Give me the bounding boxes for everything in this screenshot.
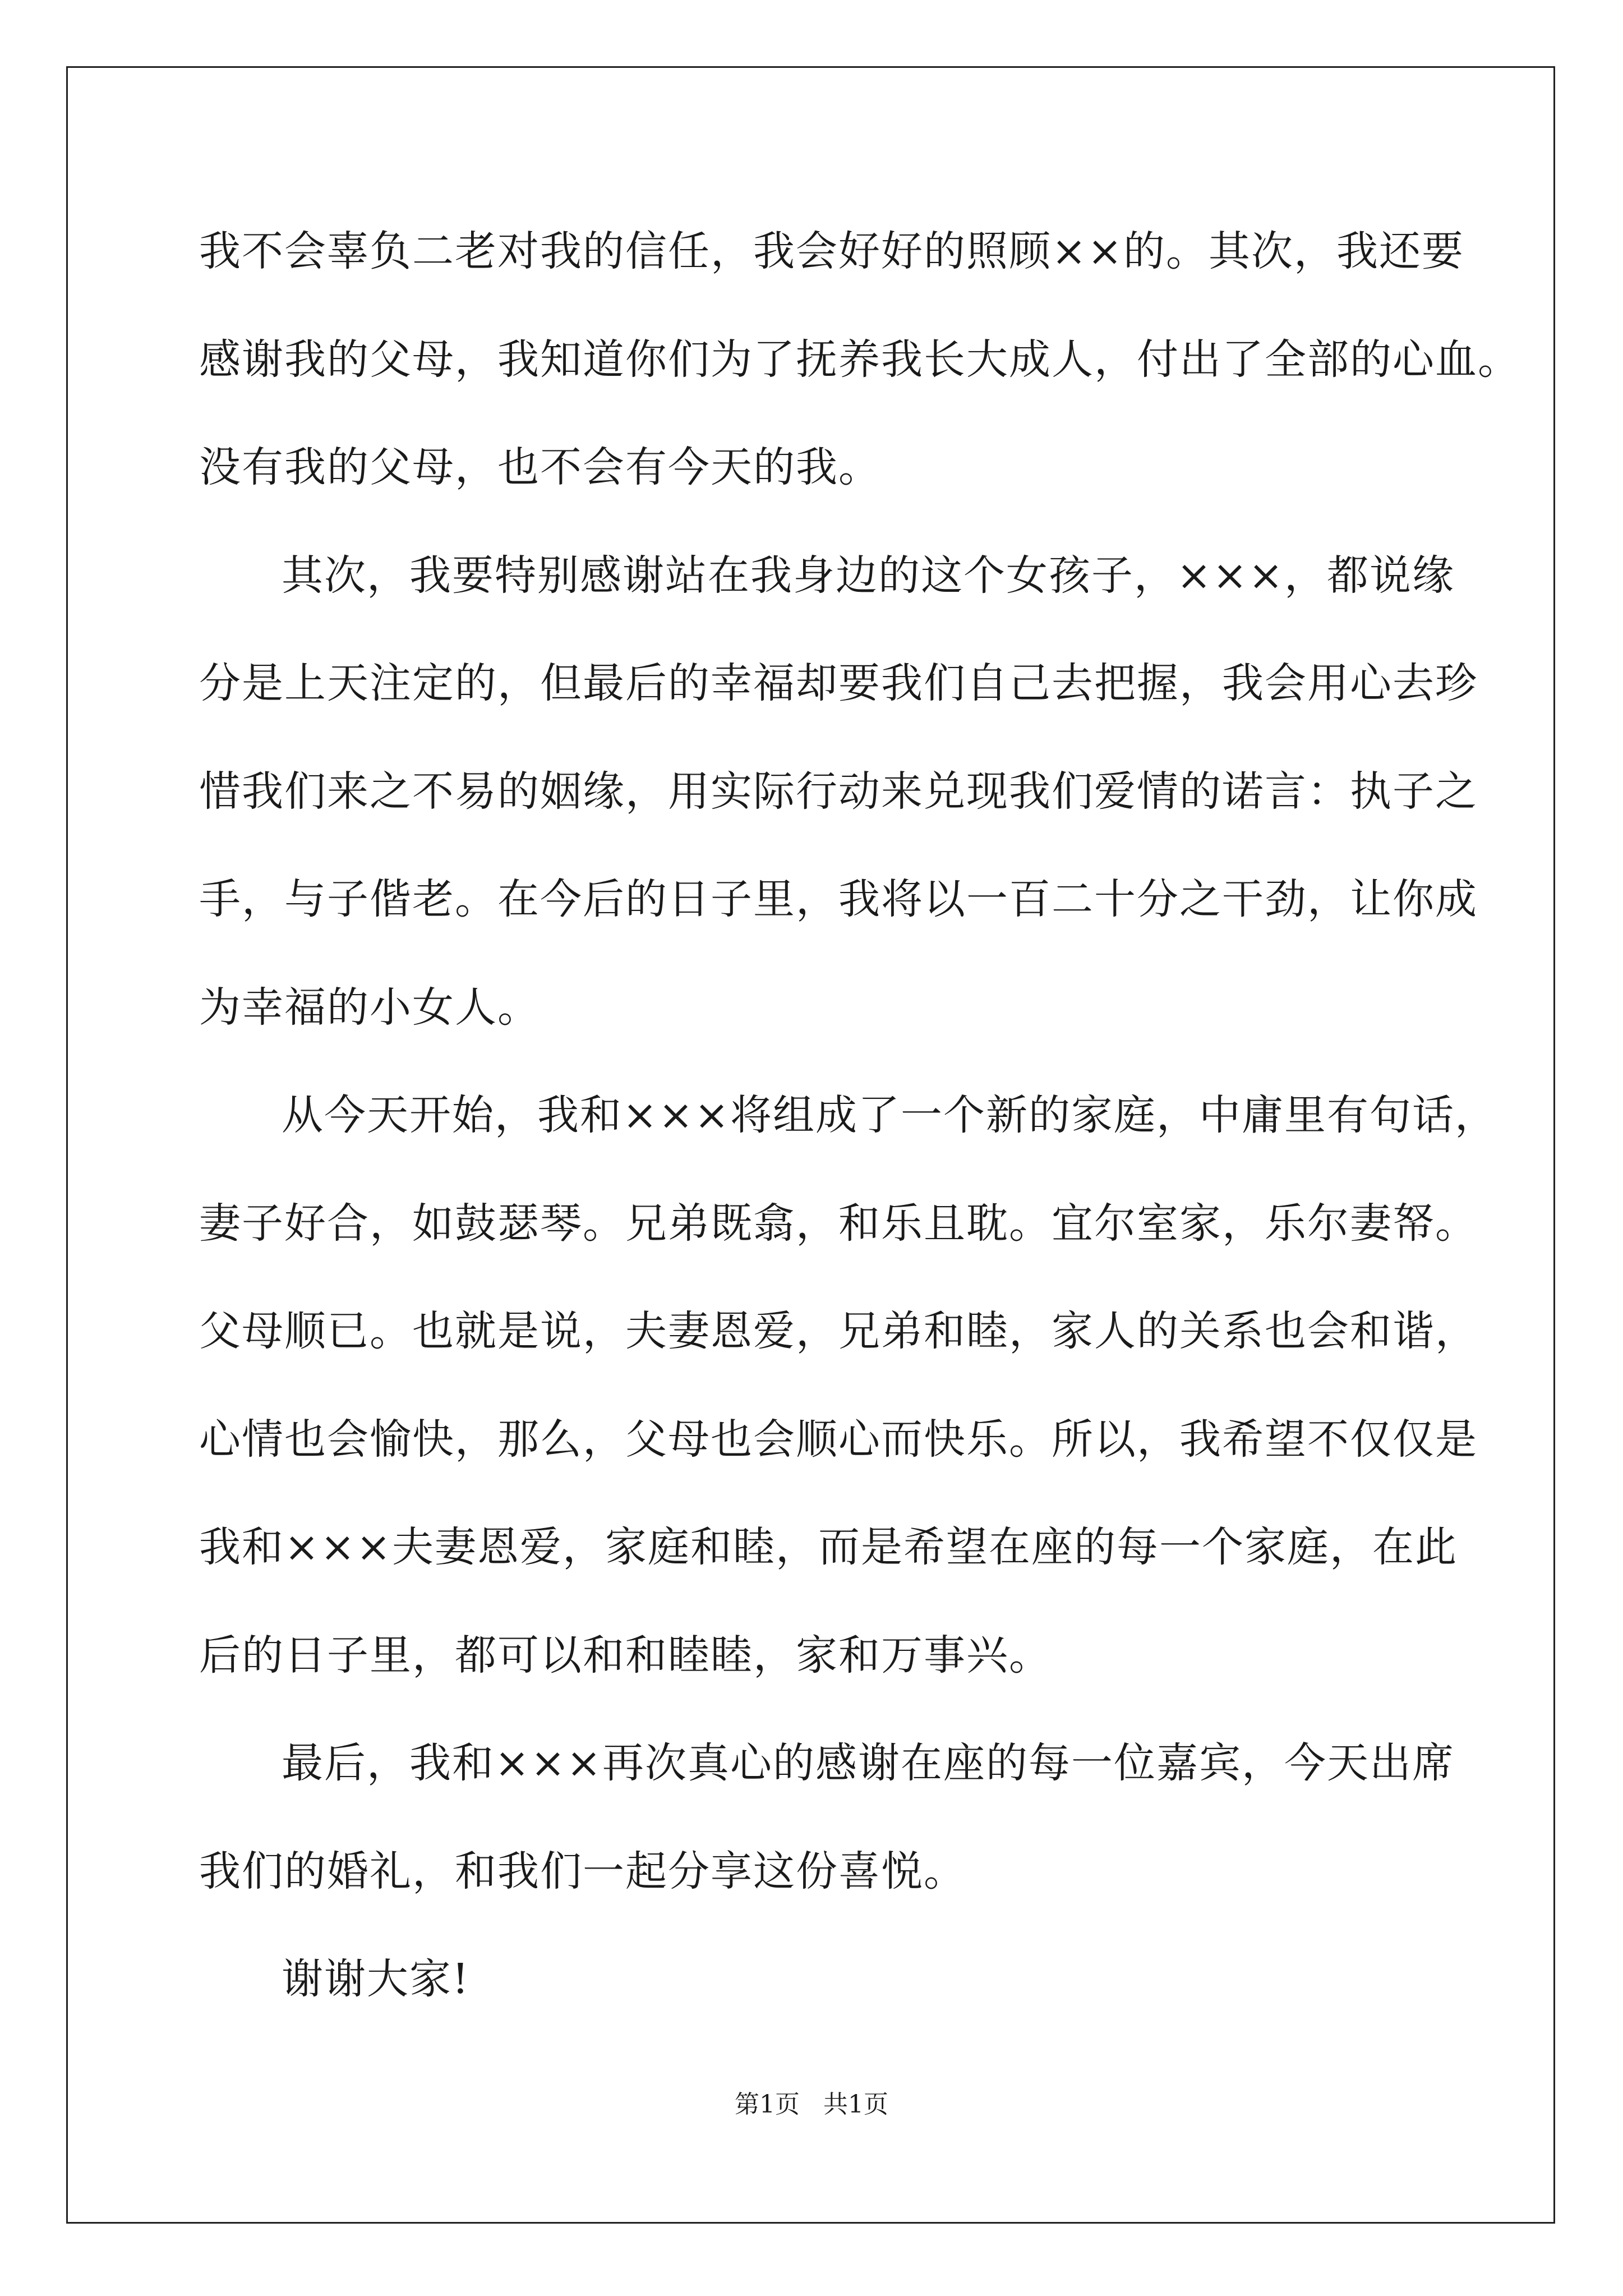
body-line: 妻子好合，如鼓瑟琴。兄弟既翕，和乐且耽。宜尔室家，乐尔妻帑。 (199, 1199, 1478, 1248)
body-line: 我和×××夫妻恩爱，家庭和睦，而是希望在座的每一个家庭，在此 (199, 1523, 1458, 1571)
body-line: 分是上天注定的，但最后的幸福却要我们自己去把握，我会用心去珍 (199, 659, 1478, 707)
body-line: 后的日子里，都可以和和睦睦，家和万事兴。 (199, 1631, 1052, 1680)
page-number-footer: 第1页 共1页 (735, 2090, 888, 2119)
body-line: 为幸福的小女人。 (199, 983, 540, 1032)
paragraph-start-line: 从今天开始，我和×××将组成了一个新的家庭，中庸里有句话， (282, 1091, 1498, 1139)
body-line: 没有我的父母，也不会有今天的我。 (199, 443, 881, 491)
body-line: 心情也会愉快，那么，父母也会顺心而快乐。所以，我希望不仅仅是 (199, 1415, 1478, 1464)
page-border (66, 66, 1555, 2224)
body-line: 手，与子偕老。在今后的日子里，我将以一百二十分之干劲，让你成 (199, 875, 1478, 923)
body-line: 我们的婚礼，和我们一起分享这份喜悦。 (199, 1847, 966, 1895)
closing-line: 谢谢大家! (282, 1955, 470, 2003)
paragraph-start-line: 最后，我和×××再次真心的感谢在座的每一位嘉宾，今天出席 (282, 1739, 1455, 1787)
body-line: 父母顺已。也就是说，夫妻恩爱，兄弟和睦，家人的关系也会和谐， (199, 1307, 1478, 1355)
body-line: 感谢我的父母，我知道你们为了抚养我长大成人，付出了全部的心血。 (199, 335, 1520, 384)
body-line: 我不会辜负二老对我的信任，我会好好的照顾××的。其次，我还要 (199, 227, 1465, 275)
paragraph-start-line: 其次，我要特别感谢站在我身边的这个女孩子，×××，都说缘 (282, 551, 1455, 600)
body-line: 惜我们来之不易的姻缘，用实际行动来兑现我们爱情的诺言：执子之 (199, 767, 1478, 816)
